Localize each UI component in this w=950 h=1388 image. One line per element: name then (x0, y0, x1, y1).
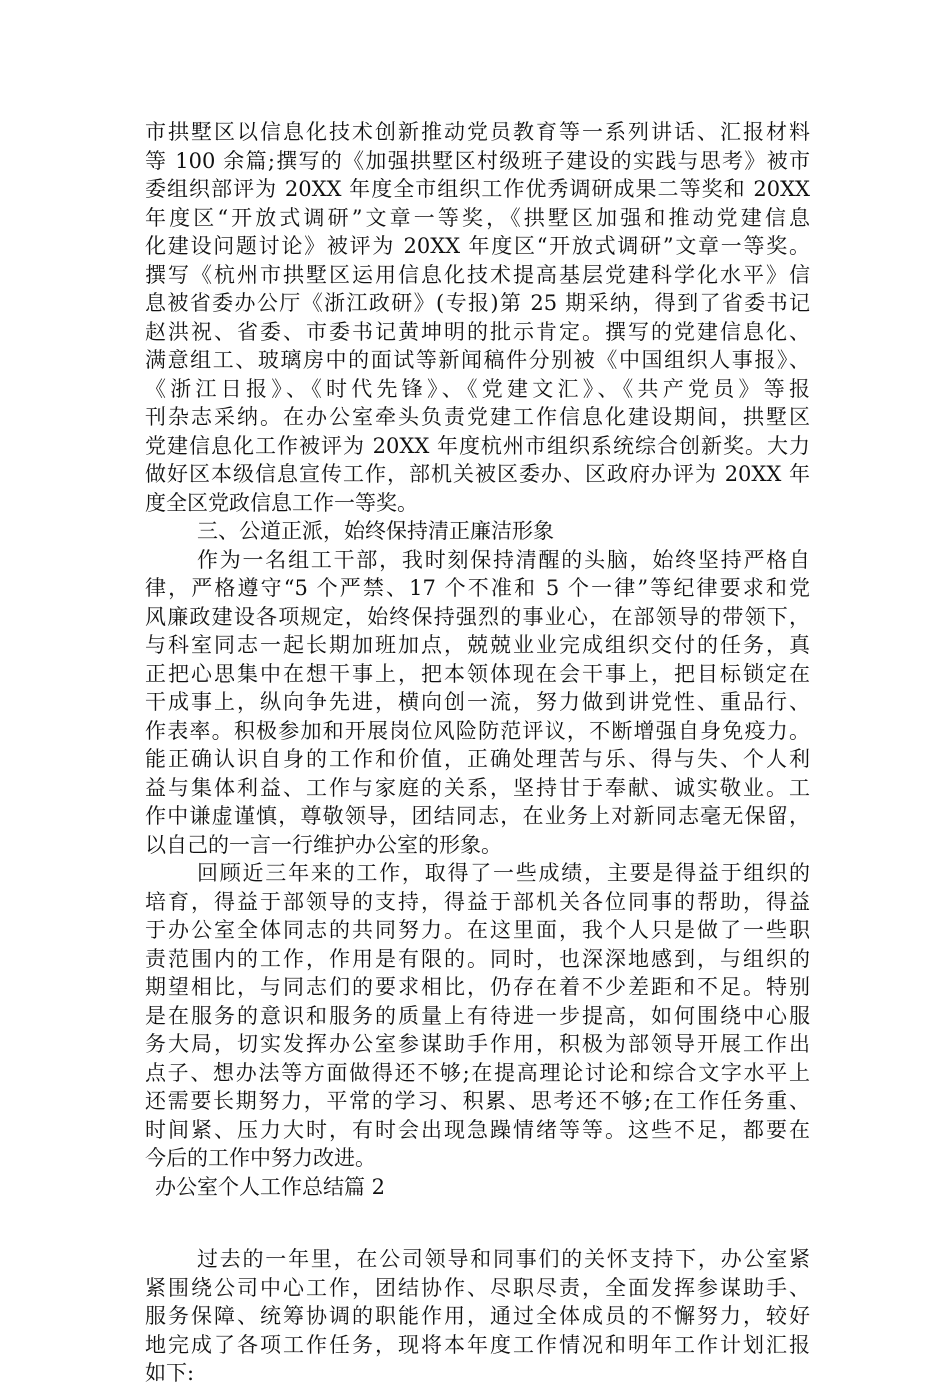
text-line: 服务保障、统筹协调的职能作用，通过全体成员的不懈努力，较好 (145, 1304, 810, 1328)
text-line: 责范围内的工作，作用是有限的。同时，也深深地感到，与组织的 (145, 946, 810, 971)
text-line: 市拱墅区以信息化技术创新推动党员教育等一系列讲话、汇报材料 (145, 120, 810, 144)
text-line: 等 100 余篇;撰写的《加强拱墅区村级班子建设的实践与思考》被市 (145, 148, 810, 173)
section-heading-3: 三、公道正派，始终保持清正廉洁形象 (197, 519, 554, 543)
text-line: 作表率。积极参加和开展岗位风险防范评议，不断增强自身免疫力。 (145, 718, 810, 743)
text-line: 律，严格遵守“5 个严禁、17 个不准和 5 个一律”等纪律要求和党 (145, 576, 810, 600)
text-line: 刊杂志采纳。在办公室牵头负责党建工作信息化建设期间，拱墅区 (145, 405, 810, 429)
text-line: 与科室同志一起长期加班加点，兢兢业业完成组织交付的任务，真 (145, 633, 810, 657)
text-line: 满意组工、玻璃房中的面试等新闻稿件分别被《中国组织人事报》、 (145, 348, 810, 372)
blank-line (145, 1201, 810, 1245)
text-line: 撰写《杭州市拱墅区运用信息化技术提高基层党建科学化水平》信 (145, 262, 810, 287)
paragraph-intro (145, 1245, 810, 1388)
paragraph-integrity (145, 546, 810, 860)
text-line: 期望相比，与同志们的要求相比，仍存在着不少差距和不足。特别 (145, 975, 810, 999)
text-line: 能正确认识自身的工作和价值，正确处理苦与乐、得与失、个人利 (145, 747, 810, 771)
paragraph-achievements-continued (145, 118, 810, 517)
text-line: 培育，得益于部领导的支持，得益于部机关各位同事的帮助，得益 (145, 889, 810, 914)
text-line: 回顾近三年来的工作，取得了一些成绩，主要是得益于组织的 (197, 861, 810, 885)
text-line: 时间紧、压力大时，有时会出现急躁情绪等等。这些不足，都要在 (145, 1117, 810, 1142)
text-line: 《浙江日报》、《时代先锋》、《党建文汇》、《共产党员》等报 (145, 376, 810, 401)
text-line: 是在服务的意识和服务的质量上有待进一步提高，如何围绕中心服 (145, 1003, 810, 1028)
text-line: 息被省委办公厅《浙江政研》(专报)第 25 期采纳，得到了省委书记 (145, 291, 810, 315)
text-line: 风廉政建设各项规定，始终保持强烈的事业心，在部领导的带领下， (145, 604, 810, 629)
document-page (145, 118, 810, 1388)
text-line: 地完成了各项工作任务，现将本年度工作情况和明年工作计划汇报 (145, 1332, 810, 1357)
text-line: 点子、想办法等方面做得还不够;在提高理论讨论和综合文字水平上 (145, 1060, 810, 1085)
text-line: 正把心思集中在想干事上，把本领体现在会干事上，把目标锁定在 (145, 661, 810, 686)
text-line: 务大局，切实发挥办公室参谋助手作用，积极为部领导开展工作出 (145, 1032, 810, 1056)
text-line: 年度区“开放式调研”文章一等奖，《拱墅区加强和推动党建信息 (145, 205, 810, 230)
text-line: 今后的工作中努力改进。 (145, 1146, 376, 1170)
text-line: 于办公室全体同志的共同努力。在这里面，我个人只是做了一些职 (145, 918, 810, 942)
text-line: 赵洪祝、省委、市委书记黄坤明的批示肯定。撰写的党建信息化、 (145, 319, 810, 344)
text-line: 党建信息化工作被评为 20XX 年度杭州市组织系统综合创新奖。大力 (145, 433, 810, 458)
text-line: 还需要长期努力，平常的学习、积累、思考还不够;在工作任务重、 (145, 1089, 810, 1113)
text-line: 做好区本级信息宣传工作，部机关被区委办、区政府办评为 20XX 年 (145, 462, 810, 486)
text-line: 委组织部评为 20XX 年度全市组织工作优秀调研成果二等奖和 20XX (145, 177, 810, 201)
text-line: 过去的一年里，在公司领导和同事们的关怀支持下，办公室紧 (197, 1247, 810, 1271)
paragraph-review (145, 859, 810, 1173)
text-line: 干成事上，纵向争先进，横向创一流，努力做到讲党性、重品行、 (145, 690, 810, 714)
text-line: 作为一名组工干部，我时刻保持清醒的头脑，始终坚持严格自 (197, 547, 810, 572)
section-title: 办公室个人工作总结篇 2 (155, 1174, 386, 1199)
text-line: 作中谦虚谨慎，尊敬领导，团结同志，在业务上对新同志毫无保留， (145, 804, 810, 828)
text-line: 化建设问题讨论》被评为 20XX 年度区“开放式调研”文章一等奖。 (145, 234, 810, 258)
text-line: 紧围绕公司中心工作，团结协作、尽职尽责，全面发挥参谋助手、 (145, 1275, 810, 1300)
text-line: 益与集体利益、工作与家庭的关系，坚持甘于奉献、诚实敬业。工 (145, 775, 810, 800)
text-line: 度全区党政信息工作一等奖。 (145, 490, 418, 515)
text-line: 以自己的一言一行维护办公室的形象。 (145, 832, 502, 857)
text-line: 如下: (145, 1361, 195, 1385)
